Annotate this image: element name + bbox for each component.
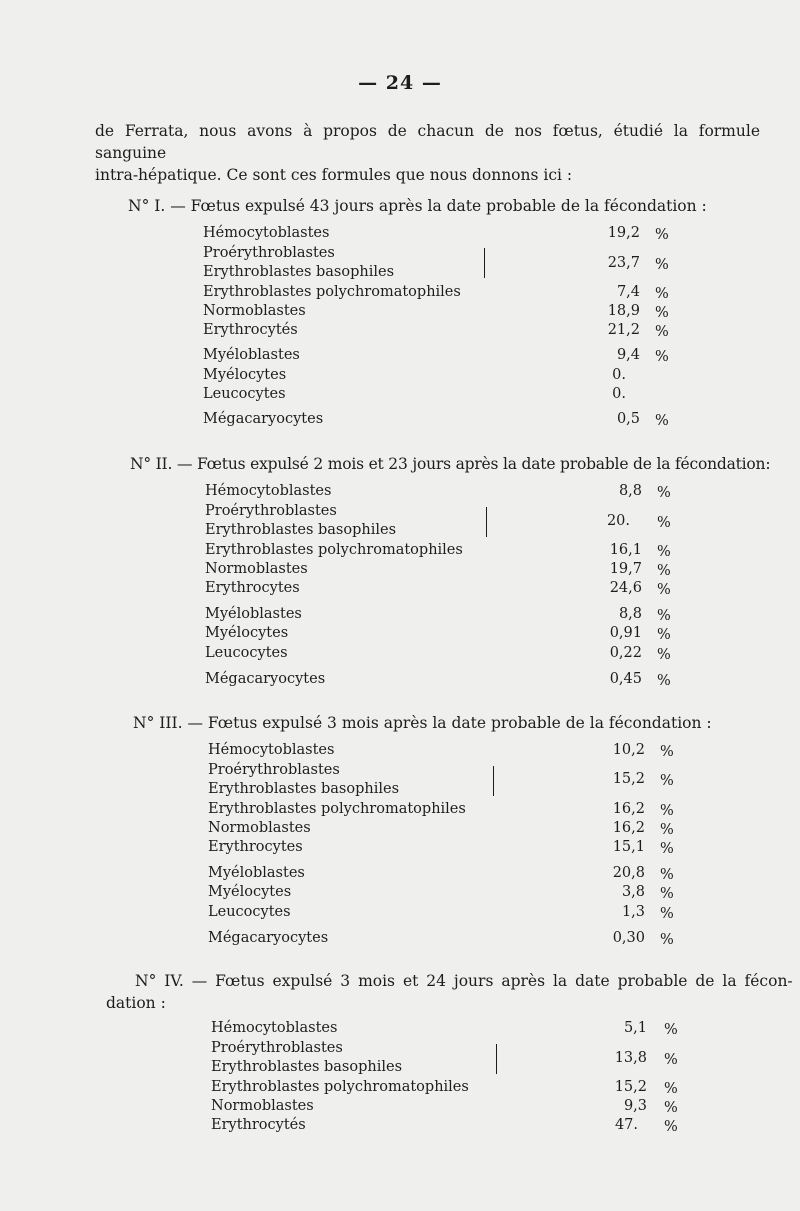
row-unit: % — [657, 673, 671, 689]
row-label: Erythroblastes basophiles — [203, 264, 395, 280]
row-value: 16,2 — [612, 801, 645, 817]
row-value: 8,8 — [618, 483, 642, 499]
row-label: Erythroblastes polychromatophiles — [211, 1079, 469, 1095]
row-value: 0,5 — [616, 411, 640, 427]
row-value: 23,7 — [607, 255, 640, 271]
row-value: 20,8 — [612, 865, 645, 881]
row-label: Erythroblastes basophiles — [208, 781, 400, 797]
row-unit: % — [660, 932, 674, 948]
row-unit: % — [660, 744, 674, 760]
row-value: 9,3 — [623, 1098, 647, 1114]
row-value: 47. — [614, 1117, 638, 1133]
row-unit: % — [660, 906, 674, 922]
brace — [486, 507, 490, 537]
row-label: Myéloblastes — [208, 865, 305, 881]
row-value: 16,2 — [612, 820, 645, 836]
row-value: 0,22 — [609, 645, 642, 661]
row-label: Hémocytoblastes — [208, 742, 335, 758]
row-unit: % — [664, 1119, 678, 1135]
row-label: Erythroblastes polychromatophiles — [203, 284, 461, 300]
row-value: 0,45 — [609, 671, 642, 687]
row-value: 0,30 — [612, 930, 645, 946]
row-value: 7,4 — [616, 284, 640, 300]
row-unit: % — [660, 773, 674, 789]
row-unit: % — [657, 647, 671, 663]
row-unit: % — [655, 257, 669, 273]
row-label: Hémocytoblastes — [211, 1020, 338, 1036]
row-value: 15,1 — [612, 839, 645, 855]
row-value: 8,8 — [618, 606, 642, 622]
row-value: 0. — [612, 367, 626, 383]
intro-paragraph — [95, 120, 760, 186]
row-label: Mégacaryocytes — [203, 411, 324, 427]
row-label: Hémocytoblastes — [203, 225, 330, 241]
section-title: N° II. — Fœtus expulsé 2 mois et 23 jours après la date probable de la fécondation: — [130, 455, 771, 473]
row-value: 3,8 — [621, 884, 645, 900]
row-label: Erythroblastes basophiles — [205, 522, 397, 538]
row-label: Myéloblastes — [203, 347, 300, 363]
row-label: Normoblastes — [205, 561, 308, 577]
row-label: Erythrocytés — [211, 1117, 306, 1133]
row-unit: % — [657, 608, 671, 624]
row-unit: % — [660, 803, 674, 819]
row-value: 19,2 — [607, 225, 640, 241]
section-title: N° I. — Fœtus expulsé 43 jours après la date probable de la fécondation : — [128, 197, 707, 215]
row-label: Normoblastes — [211, 1098, 314, 1114]
row-label: Erythrocytes — [208, 839, 303, 855]
row-label: Erythrocytés — [203, 322, 298, 338]
row-unit: % — [660, 822, 674, 838]
row-label: Myéloblastes — [205, 606, 302, 622]
row-unit: % — [655, 286, 669, 302]
row-label: Hémocytoblastes — [205, 483, 332, 499]
row-label: Proérythroblastes — [208, 762, 340, 778]
row-unit: % — [657, 627, 671, 643]
row-value: 19,7 — [609, 561, 642, 577]
row-unit: % — [660, 867, 674, 883]
row-label: Proérythroblastes — [211, 1040, 343, 1056]
row-unit: % — [660, 841, 674, 857]
section-title-continued: dation : — [106, 994, 166, 1012]
row-label: Erythroblastes polychromatophiles — [205, 542, 463, 558]
row-label: Leucocytes — [208, 904, 291, 920]
row-unit: % — [655, 227, 669, 243]
row-unit: % — [657, 582, 671, 598]
row-label: Mégacaryocytes — [205, 671, 326, 687]
row-label: Erythroblastes basophiles — [211, 1059, 403, 1075]
row-value: 0,91 — [609, 625, 642, 641]
row-value: 1,3 — [621, 904, 645, 920]
section-title: N° IV. — Fœtus expulsé 3 mois et 24 jours après la date probable de la fécon- — [135, 972, 793, 990]
row-unit: % — [664, 1022, 678, 1038]
row-unit: % — [655, 349, 669, 365]
row-label: Myélocytes — [205, 625, 289, 641]
brace — [493, 766, 497, 796]
row-unit: % — [655, 305, 669, 321]
row-label: Erythrocytes — [205, 580, 300, 596]
row-label: Leucocytes — [205, 645, 288, 661]
row-unit: % — [657, 563, 671, 579]
row-unit: % — [655, 413, 669, 429]
row-label: Proérythroblastes — [203, 245, 335, 261]
row-label: Erythroblastes polychromatophiles — [208, 801, 466, 817]
row-value: 13,8 — [614, 1050, 647, 1066]
row-value: 24,6 — [609, 580, 642, 596]
row-value: 5,1 — [623, 1020, 647, 1036]
row-value: 15,2 — [614, 1079, 647, 1095]
row-unit: % — [664, 1081, 678, 1097]
row-label: Leucocytes — [203, 386, 286, 402]
row-unit: % — [664, 1052, 678, 1068]
row-unit: % — [657, 485, 671, 501]
row-unit: % — [660, 886, 674, 902]
brace — [496, 1044, 500, 1074]
row-unit: % — [664, 1100, 678, 1116]
row-label: Myélocytes — [203, 367, 287, 383]
intro-line-2: intra-hépatique. Ce sont ces formules que nous donnons ici : — [95, 166, 573, 184]
row-label: Mégacaryocytes — [208, 930, 329, 946]
row-label: Normoblastes — [203, 303, 306, 319]
section-title: N° III. — Fœtus expulsé 3 mois après la date probable de la fécondation : — [133, 714, 712, 732]
row-label: Myélocytes — [208, 884, 292, 900]
page-number: — 24 — — [358, 72, 442, 94]
row-value: 21,2 — [607, 322, 640, 338]
row-value: 0. — [612, 386, 626, 402]
brace — [484, 248, 488, 278]
row-value: 10,2 — [612, 742, 645, 758]
row-label: Normoblastes — [208, 820, 311, 836]
intro-line-1: de Ferrata, nous avons à propos de chacun de nos fœtus, étudié la formule sanguine — [95, 122, 760, 162]
row-label: Proérythroblastes — [205, 503, 337, 519]
row-value: 15,2 — [612, 771, 645, 787]
row-unit: % — [657, 515, 671, 531]
row-value: 20. — [606, 513, 630, 529]
row-unit: % — [655, 324, 669, 340]
row-value: 16,1 — [609, 542, 642, 558]
row-value: 9,4 — [616, 347, 640, 363]
row-value: 18,9 — [607, 303, 640, 319]
row-unit: % — [657, 544, 671, 560]
